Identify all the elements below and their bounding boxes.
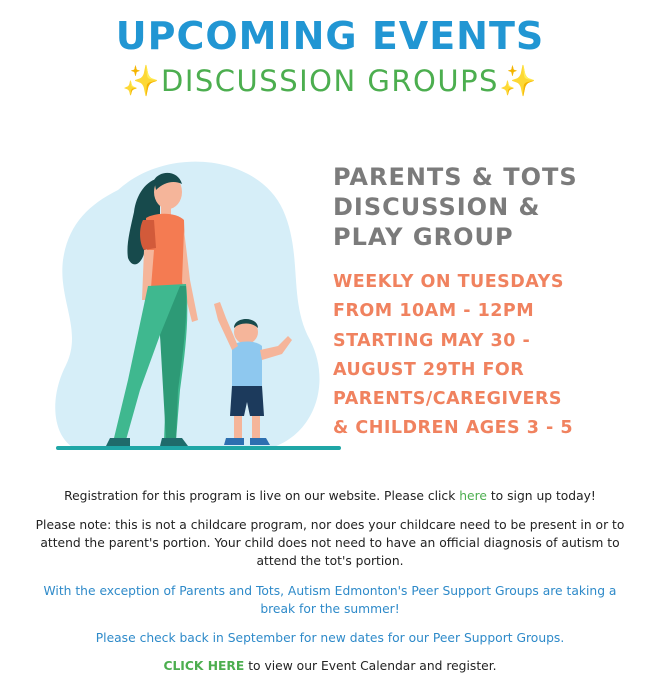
event-heading-line: PARENTS & TOTS xyxy=(333,163,578,191)
note-text: Please note: this is not a childcare program, nor does your childcare need to be present in or to attend the parent's portion. Your child does not need to have an official diagnosis of autism to attend the tot's portion. xyxy=(35,518,625,568)
event-heading-line: DISCUSSION & xyxy=(333,193,541,221)
click-here-link[interactable]: CLICK HERE xyxy=(163,659,245,673)
ground-line xyxy=(56,446,341,450)
schedule-line: AUGUST 29TH FOR xyxy=(333,359,525,380)
background-blob xyxy=(55,162,319,450)
check-back-text: Please check back in September for new dates for our Peer Support Groups. xyxy=(95,631,565,645)
registration-link[interactable]: here xyxy=(459,489,487,503)
schedule-line: WEEKLY ON TUESDAYS xyxy=(333,272,564,292)
summer-break-text: With the exception of Parents and Tots, Autism Edmonton's Peer Support Groups are taking a break for the summer! xyxy=(43,584,617,616)
parent-child-illustration xyxy=(48,150,348,460)
sparkle-icon-left: ✨ xyxy=(122,64,162,99)
event-heading xyxy=(333,162,633,252)
event-heading-line: PLAY GROUP xyxy=(333,223,514,251)
registration-text: Registration for this program is live on our website. Please click here to sign up today! xyxy=(64,489,596,503)
subtitle-text: DISCUSSION GROUPS xyxy=(161,64,499,98)
schedule-line: FROM 10AM - 12PM xyxy=(333,301,535,322)
schedule-line: & CHILDREN AGES 3 - 5 xyxy=(333,418,574,439)
child-shirt xyxy=(232,342,262,389)
sparkle-icon-right: ✨ xyxy=(498,64,538,99)
event-schedule xyxy=(333,268,643,444)
calendar-cta: CLICK HERE to view our Event Calendar and register. xyxy=(163,659,497,673)
schedule-line: STARTING MAY 30 - xyxy=(333,330,531,351)
woman-sleeve xyxy=(140,220,156,250)
page-subtitle xyxy=(0,62,660,101)
page-title: UPCOMING EVENTS xyxy=(115,14,545,58)
schedule-line: PARENTS/CAREGIVERS xyxy=(333,389,563,410)
